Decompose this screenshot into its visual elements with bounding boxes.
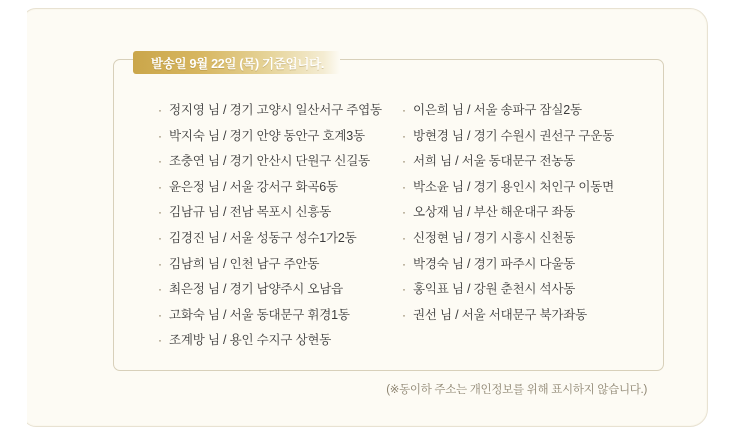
bullet-icon: ·: [158, 128, 162, 143]
recipient-entry: 박경숙 님 / 경기 파주시 다울동: [413, 256, 576, 271]
bullet-icon: ·: [158, 205, 162, 220]
list-item: [158, 303, 378, 329]
recipient-entry: 이은희 님 / 서울 송파구 잠실2동: [413, 103, 582, 117]
bullet-icon: ·: [158, 307, 162, 322]
recipient-entry: 권선 님 / 서울 서대문구 북가좌동: [413, 307, 588, 322]
recipient-entry: 조충연 님 / 경기 안산시 단원구 신길동: [169, 154, 371, 169]
recipient-columns: [114, 98, 663, 354]
recipient-entry: 홍익표 님 / 강원 춘천시 석사동: [413, 282, 576, 297]
recipient-entry: 김남희 님 / 인천 남구 주안동: [169, 256, 320, 271]
list-item: [158, 328, 378, 354]
list-item: [402, 175, 648, 201]
list-item: [402, 277, 648, 303]
bullet-icon: ·: [402, 307, 406, 322]
notice-card: [22, 8, 708, 427]
list-item: [402, 200, 648, 226]
bullet-icon: ·: [402, 179, 406, 194]
bullet-icon: ·: [402, 256, 406, 271]
bullet-icon: ·: [402, 154, 406, 169]
bullet-icon: ·: [402, 128, 406, 143]
list-item: [402, 303, 648, 329]
recipient-entry: 방현경 님 / 경기 수원시 권선구 구운동: [413, 128, 615, 143]
recipient-entry: 박소윤 님 / 경기 용인시 처인구 이동면: [413, 179, 615, 194]
recipient-entry: 김남규 님 / 전남 목포시 신흥동: [169, 205, 332, 220]
recipient-entry: 최은정 님 / 경기 남양주시 오남읍: [169, 282, 344, 297]
bullet-icon: ·: [158, 230, 162, 245]
privacy-footnote: (※동이하 주소는 개인정보를 위해 표시하지 않습니다.): [386, 384, 647, 396]
recipient-list-box: [113, 59, 664, 371]
bullet-icon: ·: [158, 154, 162, 169]
recipient-entry: 고화숙 님 / 서울 동대문구 휘경1동: [169, 307, 350, 322]
list-item: [158, 226, 378, 252]
recipient-entry: 신정현 님 / 경기 시흥시 신천동: [413, 230, 576, 245]
bullet-icon: ·: [158, 256, 162, 271]
recipient-entry: 서희 님 / 서울 동대문구 전농동: [413, 154, 576, 169]
shipping-date-label: 발송일 9월 22일 (목) 기준입니다.: [151, 56, 325, 71]
recipient-column-left: [128, 98, 382, 354]
list-item: [158, 252, 378, 278]
list-item: [158, 200, 378, 226]
bullet-icon: ·: [158, 103, 162, 117]
recipient-entry: 박지숙 님 / 경기 안양 동안구 호계3동: [169, 128, 365, 143]
bullet-icon: ·: [158, 282, 162, 297]
list-item: [402, 124, 648, 150]
recipient-entry: 김경진 님 / 서울 성동구 성수1가2동: [169, 230, 357, 245]
list-item: [158, 277, 378, 303]
list-item: [158, 98, 382, 124]
recipient-entry: 윤은정 님 / 서울 강서구 화곡6동: [169, 179, 338, 194]
recipient-entry: 정지영 님 / 경기 고양시 일산서구 주엽동: [169, 103, 382, 117]
list-item: [158, 175, 378, 201]
recipient-entry: 조계방 님 / 용인 수지구 상현동: [169, 333, 332, 348]
bullet-icon: ·: [158, 333, 162, 348]
bullet-icon: ·: [402, 103, 406, 117]
bullet-icon: ·: [402, 205, 406, 220]
bullet-icon: ·: [402, 282, 406, 297]
list-item: [402, 252, 648, 278]
list-item: [402, 149, 648, 175]
list-item: [158, 149, 378, 175]
list-item: [158, 124, 378, 150]
recipient-column-right: [378, 98, 648, 354]
list-item: [402, 226, 648, 252]
bullet-icon: ·: [402, 230, 406, 245]
shipping-date-ribbon: [133, 51, 340, 74]
bullet-icon: ·: [158, 179, 162, 194]
recipient-entry: 오상재 님 / 부산 해운대구 좌동: [413, 205, 576, 220]
list-item: [402, 98, 648, 124]
